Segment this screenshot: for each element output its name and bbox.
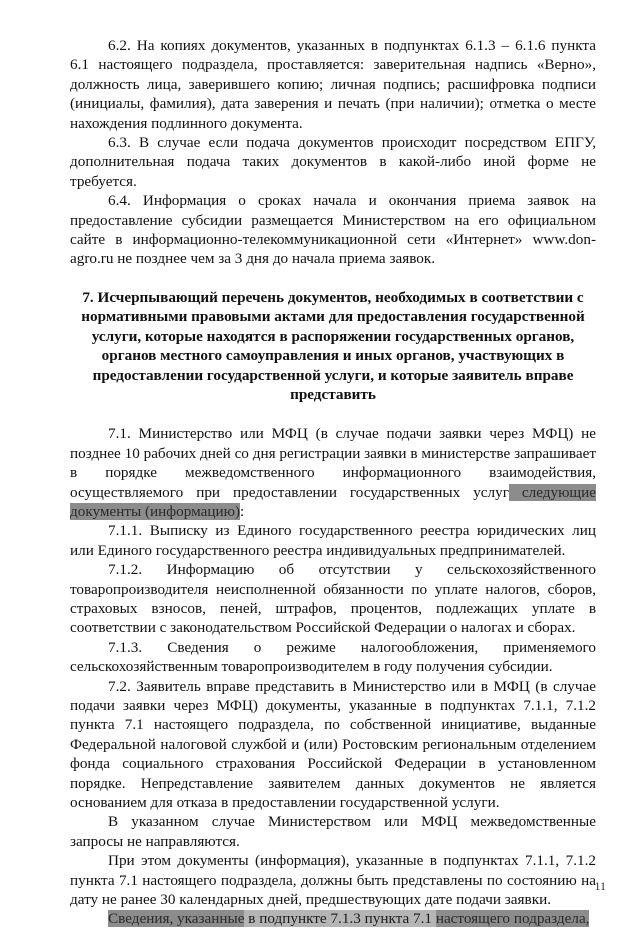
paragraph-6-3: 6.3. В случае если подача документов происходит посредством ЕПГУ, дополнительная подача таких документов в какой-либо иной форме не требуется.	[70, 134, 596, 190]
paragraph-6-4: 6.4. Информация о сроках начала и окончания приема заявок на предоставление субсидии размещается Министерством на его официальном сайте в информационно-телекоммуникационной сети «Интернет» www.don-agro.ru не позднее чем за 3 дня до начала приема заявок.	[70, 192, 596, 268]
paragraph-7-2: 7.2. Заявитель вправе представить в Министерство или в МФЦ (в случае подачи заявки через МФЦ) документы, указанные в подпунктах 7.1.1, 7.1.2 пункта 7.1 настоящего подраздела, по собственной инициативе, выданные Федеральной налоговой службой и (или) Ростовским региональным отделением фонда социального страхования Российской Федерации в установленном порядке. Непредставление заявителем данных документов не является основанием для отказа в предоставлении государственной услуги.	[70, 677, 596, 812]
section-7-heading: 7. Исчерпывающий перечень документов, необходимых в соответствии с нормативными правовыми актами для предоставления государственной услуги, которые находятся в распоряжении государственных органов, органов местного самоуправления и иных органов, участвующих в предоставлении государственной услуги, и которые заявитель вправе представить	[81, 288, 585, 403]
page-number: 11	[594, 879, 606, 893]
paragraph-6-2: 6.2. На копиях документов, указанных в подпунктах 6.1.3 – 6.1.6 пункта 6.1 настоящего подраздела, проставляется: заверительная надпись «Верно», должность лица, заверившего копию; личная подпись; расшифровка подписи (инициалы, фамилия), дата заверения и печать (при наличии); отметка о месте нахождения подлинного документа.	[70, 37, 596, 132]
paragraph-documents: При этом документы (информация), указанные в подпунктах 7.1.1, 7.1.2 пункта 7.1 настоящего подраздела, должны быть представлены по состоянию на дату не ранее 30 календарных дней, предшествующих дате подачи заявки.	[70, 852, 596, 909]
highlighted-text-end: настоящего подраздела,	[435, 910, 590, 928]
paragraph-requests: В указанном случае Министерством или МФЦ межведомственные запросы не направляются.	[70, 813, 596, 850]
paragraph-last	[70, 909, 596, 928]
highlighted-text-middle: в подпункте 7.1.3 пункта 7.1	[244, 910, 436, 928]
paragraph-7-1-2: 7.1.2. Информацию об отсутствии у сельскохозяйственного товаропроизводителя неисполненной обязанности по уплате налогов, сборов, страховых взносов, пеней, штрафов, процентов, подлежащих уплате в соответствии с законодательством Российской Федерации о налогах и сборах.	[70, 561, 596, 637]
highlighted-text-start: Сведения, указанные	[108, 910, 245, 928]
document-body	[70, 36, 596, 929]
paragraph-7-1	[70, 424, 596, 521]
paragraph-7-1-3: 7.1.3. Сведения о режиме налогообложения, применяемого сельскохозяйственным товаропроизводителем в году получения субсидии.	[70, 638, 596, 676]
paragraph-7-1-1: 7.1.1. Выписку из Единого государственного реестра юридических лиц или Единого государственного реестра индивидуальных предпринимателей.	[70, 522, 596, 559]
paragraph-7-1-colon: :	[240, 502, 245, 520]
highlighted-text: следующие документы (информацию)	[70, 483, 596, 520]
paragraph-7-1-text: 7.1. Министерство или МФЦ (в случае подачи заявки через МФЦ) не позднее 10 рабочих дней со дня регистрации заявки в министерстве запрашивает в порядке межведомственного информационного взаимодействия, осуществляемого при предоставлении государственных услуг	[70, 425, 596, 501]
